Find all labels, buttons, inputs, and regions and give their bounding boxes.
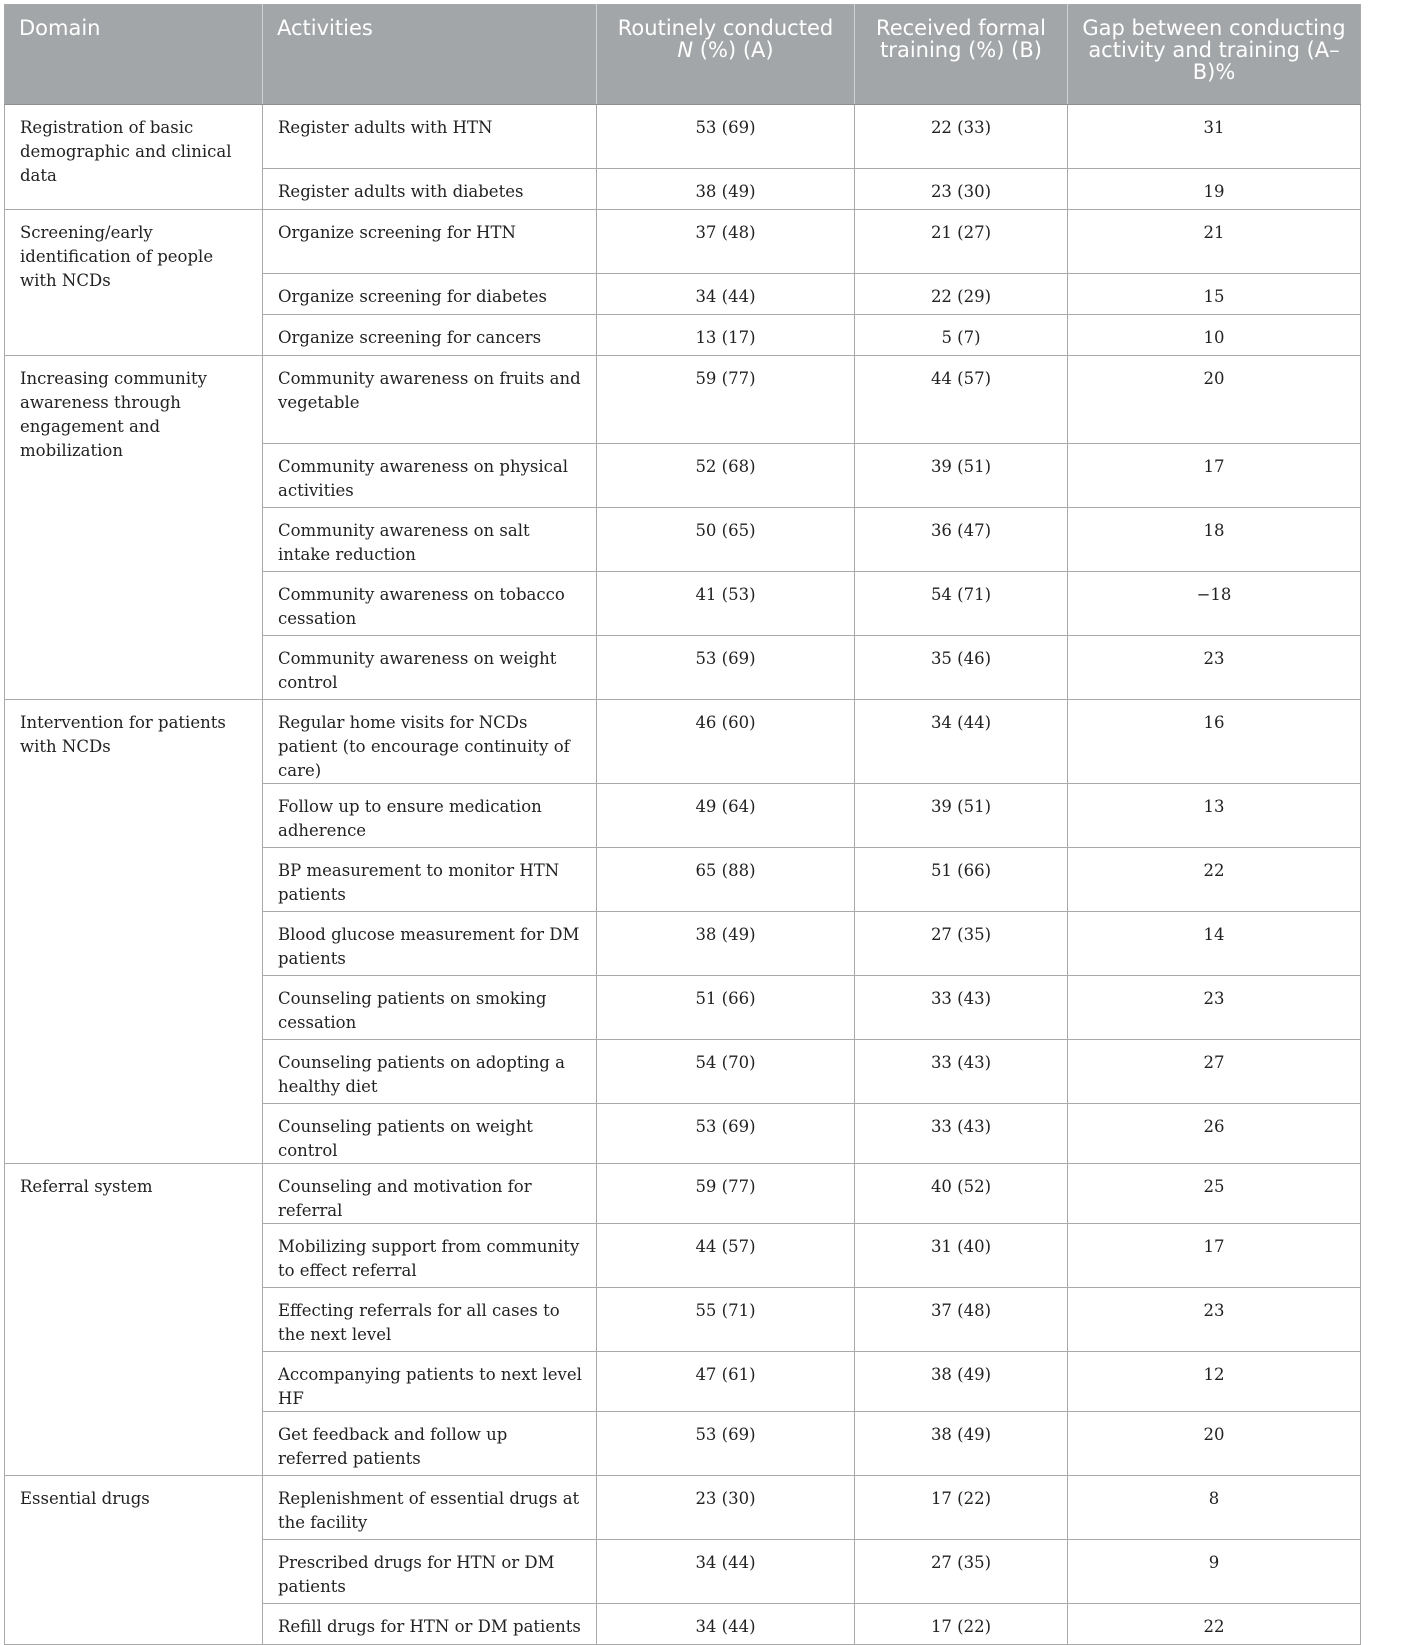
activity-cell: Effecting referrals for all cases to the next level — [263, 1288, 597, 1352]
routinely-cell: 59 (77) — [597, 1164, 855, 1224]
header-row — [5, 5, 1361, 105]
training-cell: 17 (22) — [855, 1604, 1068, 1645]
domain-cell: Intervention for patients with NCDs — [5, 700, 263, 1164]
table-header — [5, 5, 1361, 105]
routinely-cell: 53 (69) — [597, 636, 855, 700]
table-container — [4, 4, 1360, 1645]
activity-cell: Organize screening for HTN — [263, 210, 597, 274]
header-routinely-conducted — [597, 5, 855, 105]
domain-cell: Essential drugs — [5, 1476, 263, 1645]
activity-cell: Blood glucose measurement for DM patients — [263, 912, 597, 976]
routinely-cell: 52 (68) — [597, 444, 855, 508]
activity-cell: Community awareness on fruits and vegetable — [263, 356, 597, 444]
domain-cell: Registration of basic demographic and clinical data — [5, 105, 263, 210]
domain-cell: Increasing community awareness through engagement and mobilization — [5, 356, 263, 700]
gap-cell: 10 — [1068, 315, 1361, 356]
routinely-cell: 37 (48) — [597, 210, 855, 274]
routinely-cell: 51 (66) — [597, 976, 855, 1040]
training-cell: 39 (51) — [855, 784, 1068, 848]
table-row — [5, 700, 1361, 784]
gap-cell: 19 — [1068, 169, 1361, 210]
activity-cell: Counseling patients on adopting a healthy diet — [263, 1040, 597, 1104]
header-received-training: Received formal training (%) (B) — [855, 5, 1068, 105]
activity-cell: Follow up to ensure medication adherence — [263, 784, 597, 848]
activity-cell: Counseling and motivation for referral — [263, 1164, 597, 1224]
training-cell: 17 (22) — [855, 1476, 1068, 1540]
training-cell: 44 (57) — [855, 356, 1068, 444]
table-row — [5, 105, 1361, 169]
header-routinely-n: N — [677, 38, 694, 62]
domain-cell: Referral system — [5, 1164, 263, 1476]
gap-cell: 8 — [1068, 1476, 1361, 1540]
activity-cell: Replenishment of essential drugs at the facility — [263, 1476, 597, 1540]
gap-cell: 25 — [1068, 1164, 1361, 1224]
training-cell: 5 (7) — [855, 315, 1068, 356]
activity-cell: Accompanying patients to next level HF — [263, 1352, 597, 1412]
gap-cell: 21 — [1068, 210, 1361, 274]
gap-cell: 17 — [1068, 444, 1361, 508]
routinely-cell: 34 (44) — [597, 1604, 855, 1645]
gap-cell: 15 — [1068, 274, 1361, 315]
training-cell: 31 (40) — [855, 1224, 1068, 1288]
routinely-cell: 13 (17) — [597, 315, 855, 356]
gap-cell: 20 — [1068, 1412, 1361, 1476]
table-row — [5, 210, 1361, 274]
training-cell: 35 (46) — [855, 636, 1068, 700]
training-cell: 27 (35) — [855, 912, 1068, 976]
activity-cell: Organize screening for cancers — [263, 315, 597, 356]
activity-cell: Regular home visits for NCDs patient (to encourage continuity of care) — [263, 700, 597, 784]
gap-cell: 23 — [1068, 636, 1361, 700]
training-cell: 27 (35) — [855, 1540, 1068, 1604]
gap-cell: 16 — [1068, 700, 1361, 784]
domain-cell: Screening/early identification of people with NCDs — [5, 210, 263, 356]
table-row — [5, 1164, 1361, 1224]
activity-cell: Community awareness on salt intake reduction — [263, 508, 597, 572]
gap-cell: 12 — [1068, 1352, 1361, 1412]
routinely-cell: 59 (77) — [597, 356, 855, 444]
activity-cell: Community awareness on weight control — [263, 636, 597, 700]
training-cell: 22 (33) — [855, 105, 1068, 169]
training-cell: 33 (43) — [855, 1104, 1068, 1164]
training-cell: 51 (66) — [855, 848, 1068, 912]
gap-cell: 20 — [1068, 356, 1361, 444]
gap-cell: 9 — [1068, 1540, 1361, 1604]
routinely-cell: 65 (88) — [597, 848, 855, 912]
routinely-cell: 44 (57) — [597, 1224, 855, 1288]
routinely-cell: 38 (49) — [597, 169, 855, 210]
routinely-cell: 46 (60) — [597, 700, 855, 784]
header-activities: Activities — [263, 5, 597, 105]
routinely-cell: 55 (71) — [597, 1288, 855, 1352]
routinely-cell: 23 (30) — [597, 1476, 855, 1540]
header-domain: Domain — [5, 5, 263, 105]
gap-cell: −18 — [1068, 572, 1361, 636]
activity-cell: BP measurement to monitor HTN patients — [263, 848, 597, 912]
routinely-cell: 38 (49) — [597, 912, 855, 976]
training-cell: 33 (43) — [855, 1040, 1068, 1104]
training-cell: 33 (43) — [855, 976, 1068, 1040]
activities-training-table — [4, 4, 1361, 1645]
routinely-cell: 47 (61) — [597, 1352, 855, 1412]
activity-cell: Register adults with diabetes — [263, 169, 597, 210]
activity-cell: Prescribed drugs for HTN or DM patients — [263, 1540, 597, 1604]
routinely-cell: 54 (70) — [597, 1040, 855, 1104]
gap-cell: 22 — [1068, 1604, 1361, 1645]
gap-cell: 23 — [1068, 1288, 1361, 1352]
training-cell: 23 (30) — [855, 169, 1068, 210]
gap-cell: 13 — [1068, 784, 1361, 848]
table-body — [5, 105, 1361, 1645]
training-cell: 22 (29) — [855, 274, 1068, 315]
activity-cell: Organize screening for diabetes — [263, 274, 597, 315]
activity-cell: Get feedback and follow up referred patients — [263, 1412, 597, 1476]
training-cell: 37 (48) — [855, 1288, 1068, 1352]
routinely-cell: 49 (64) — [597, 784, 855, 848]
training-cell: 21 (27) — [855, 210, 1068, 274]
routinely-cell: 34 (44) — [597, 274, 855, 315]
training-cell: 39 (51) — [855, 444, 1068, 508]
gap-cell: 26 — [1068, 1104, 1361, 1164]
routinely-cell: 41 (53) — [597, 572, 855, 636]
activity-cell: Community awareness on tobacco cessation — [263, 572, 597, 636]
routinely-cell: 50 (65) — [597, 508, 855, 572]
gap-cell: 31 — [1068, 105, 1361, 169]
training-cell: 38 (49) — [855, 1352, 1068, 1412]
activity-cell: Counseling patients on smoking cessation — [263, 976, 597, 1040]
gap-cell: 27 — [1068, 1040, 1361, 1104]
activity-cell: Mobilizing support from community to effect referral — [263, 1224, 597, 1288]
gap-cell: 14 — [1068, 912, 1361, 976]
gap-cell: 17 — [1068, 1224, 1361, 1288]
activity-cell: Refill drugs for HTN or DM patients — [263, 1604, 597, 1645]
gap-cell: 22 — [1068, 848, 1361, 912]
routinely-cell: 53 (69) — [597, 1104, 855, 1164]
training-cell: 38 (49) — [855, 1412, 1068, 1476]
routinely-cell: 34 (44) — [597, 1540, 855, 1604]
routinely-cell: 53 (69) — [597, 105, 855, 169]
training-cell: 36 (47) — [855, 508, 1068, 572]
activity-cell: Community awareness on physical activities — [263, 444, 597, 508]
table-row — [5, 1476, 1361, 1540]
activity-cell: Register adults with HTN — [263, 105, 597, 169]
training-cell: 34 (44) — [855, 700, 1068, 784]
header-routinely-pre: Routinely conducted — [617, 16, 834, 40]
header-routinely-post: (%) (A) — [693, 38, 774, 62]
table-row — [5, 356, 1361, 444]
training-cell: 40 (52) — [855, 1164, 1068, 1224]
routinely-cell: 53 (69) — [597, 1412, 855, 1476]
gap-cell: 23 — [1068, 976, 1361, 1040]
gap-cell: 18 — [1068, 508, 1361, 572]
training-cell: 54 (71) — [855, 572, 1068, 636]
activity-cell: Counseling patients on weight control — [263, 1104, 597, 1164]
header-gap: Gap between conducting activity and training (A–B)% — [1068, 5, 1361, 105]
